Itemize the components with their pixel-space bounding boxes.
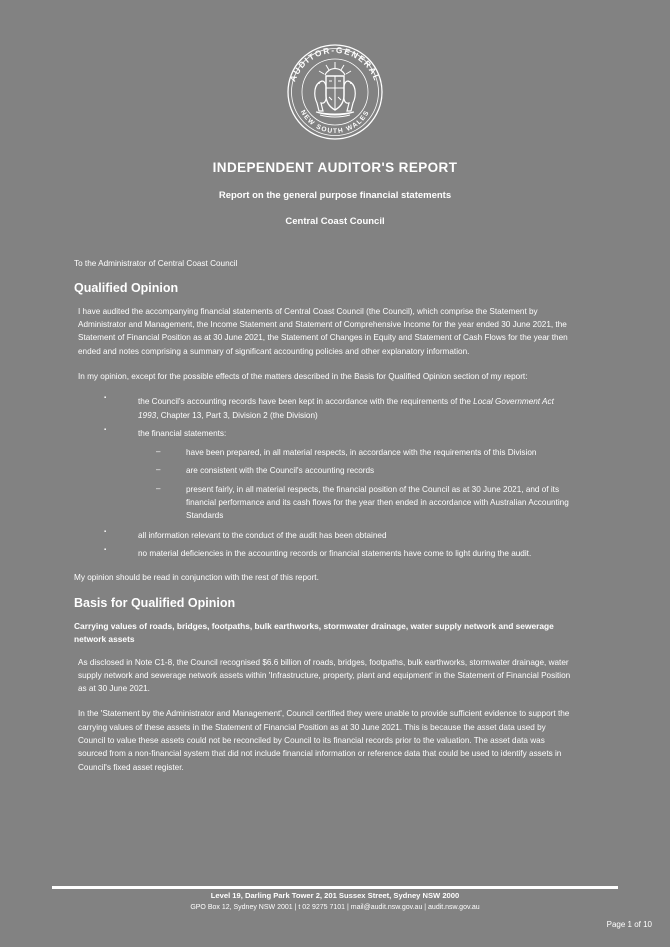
qualified-opinion-closing: My opinion should be read in conjunction with the rest of this report. <box>74 573 319 583</box>
entity-name: Central Coast Council <box>285 216 385 227</box>
report-subtitle: Report on the general purpose financial statements <box>218 190 452 201</box>
bullet-1-text-post: , Chapter 13, Part 3, Division 2 (the Division) <box>156 410 318 420</box>
bullet-1-text-pre: the Council's accounting records have been kept in accordance with the requirements of the <box>138 397 474 407</box>
addressee-line: To the Administrator of Central Coast Council <box>74 259 238 268</box>
list-item <box>74 395 574 422</box>
qualified-opinion-paragraph: I have audited the accompanying financial statements of Central Coast Council (the Council), which comprise the Statement by Administrator and Management, the Income Statement and Statement of Comprehensive Income for the year ended 30 June 2021, the Statement of Financial Position as at 30 June 2021, the Statement of Changes in Equity and Statement of Cash Flows for the year then ended and notes comprising a summary of significant accounting policies and other explanatory information. <box>78 306 568 356</box>
footer <box>0 890 670 914</box>
svg-text:NEW SOUTH WALES: NEW SOUTH WALES <box>298 109 372 136</box>
list-item: ▪ no material deficiencies in the accounting records or financial statements have come to light during the audit. <box>74 547 574 560</box>
document-header <box>0 160 670 227</box>
financial-statements-sub-list <box>138 446 574 522</box>
list-item: – are consistent with the Council's accounting records <box>138 464 574 477</box>
carrying-values-subheading: Carrying values of roads, bridges, footpaths, bulk earthworks, stormwater drainage, water supply network and sewerage network assets <box>74 621 554 644</box>
nsw-auditor-general-crest-icon <box>276 33 394 151</box>
bullet-2-text: the financial statements: <box>138 428 227 438</box>
list-item: ▪ all information relevant to the conduct of the audit has been obtained <box>74 529 574 542</box>
footer-contact-line: GPO Box 12, Sydney NSW 2001 | t 02 9275 7101 | mail@audit.nsw.gov.au | audit.nsw.gov.au <box>190 904 480 912</box>
page-title: INDEPENDENT AUDITOR'S REPORT <box>212 160 458 175</box>
qualified-opinion-bullet-list <box>74 395 574 560</box>
list-item: – present fairly, in all material respects, the financial position of the Council as at 30 June 2021, and of its financial performance and its cash flows for the year then ended in accordance with Australian Accounting Standards <box>138 483 574 523</box>
basis-paragraph-2: In the 'Statement by the Administrator and Management', Council certified they were unable to provide sufficient evidence to support the carrying values of these assets in the Statement of Financial Position as at 30 June 2021. This is because the asset data used by Council to value these assets could not be reconciled by Council to its financial records prior to the valuation. The asset data was sourced from a non-financial system that did not include financial information or reference data that could be used to identify assets in Council's fixed asset register. <box>78 709 570 772</box>
svg-text:AUDITOR-GENERAL: AUDITOR-GENERAL <box>287 44 383 83</box>
qualified-opinion-lead-in: In my opinion, except for the possible effects of the matters described in the Basis for Qualified Opinion section of my report: <box>78 372 528 382</box>
footer-address-line: Level 19, Darling Park Tower 2, 201 Sussex Street, Sydney NSW 2000 <box>210 891 460 900</box>
list-item <box>74 427 574 523</box>
crest-container <box>0 33 670 151</box>
qualified-opinion-heading: Qualified Opinion <box>74 280 179 295</box>
footer-divider <box>52 886 618 889</box>
list-item: – have been prepared, in all material respects, in accordance with the requirements of this Division <box>138 446 574 459</box>
basis-paragraph-1: As disclosed in Note C1-8, the Council recognised $6.6 billion of roads, bridges, footpaths, bulk earthworks, stormwater drainage, water supply network and sewerage network assets within 'Infrastructure, property, plant and equipment' in the Statement of Financial Position as at 30 June 2021. <box>78 657 571 694</box>
page-number: Page 1 of 10 <box>606 920 652 929</box>
basis-for-qualified-opinion-heading: Basis for Qualified Opinion <box>74 596 236 611</box>
bullet-1-act-reference: Local Government Act 1993 <box>138 397 554 420</box>
document-body <box>74 258 574 786</box>
